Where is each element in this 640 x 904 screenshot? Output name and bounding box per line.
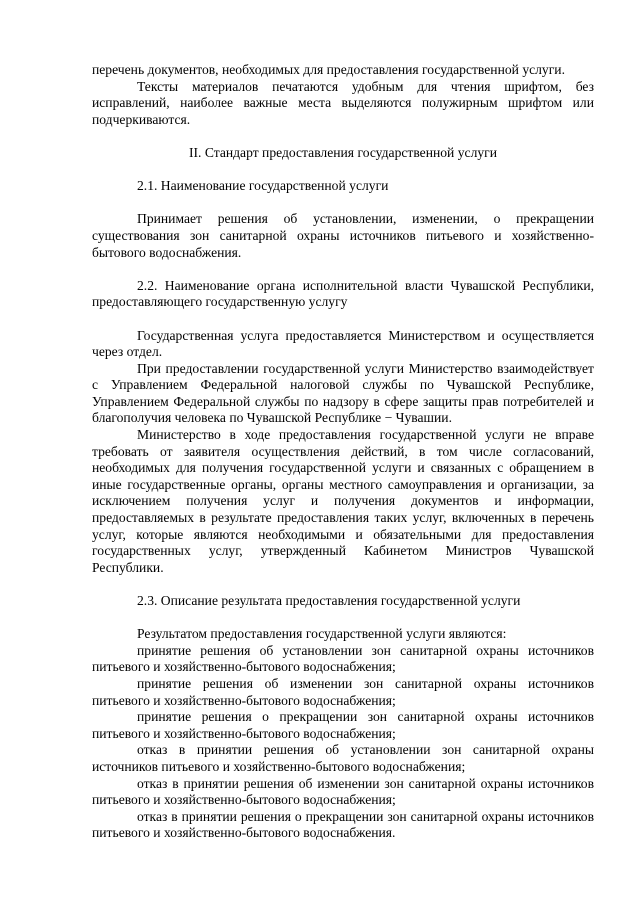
- list-item: принятие решения о прекращении зон санитарной охраны источников питьевого и хозяйственно-бытового водоснабжения;: [92, 709, 594, 741]
- list-item: отказ в принятии решения об установлении зон санитарной охраны источников питьевого и хозяйственно-бытового водоснабжения;: [92, 742, 594, 774]
- heading-2-1: 2.1. Наименование государственной услуги: [137, 178, 389, 194]
- paragraph-2-2-c: Министерство в ходе предоставления государственной услуги не вправе требовать от заявителя осуществления действий, в том числе согласований, необходимых для получения государственной услуги и связанных с обращением в иные государственные органы, органы местного самоуправления и организации, за исключением получения услуг и получения документов и информации, предоставляемых в результате предоставления таких услуг, включенных в перечень услуг, которые являются необходимыми и обязательными для предоставления государственных услуг, утвержденный Кабинетом Министров Чувашской Республики.: [92, 427, 594, 575]
- heading-2-3: 2.3. Описание результата предоставления государственной услуги: [137, 593, 521, 608]
- intro-paragraph: Тексты материалов печатаются удобным для чтения шрифтом, без исправлений, наиболее важные места выделяются полужирным шрифтом или подчеркиваются.: [92, 78, 594, 127]
- paragraph-2-2-b: При предоставлении государственной услуги Министерство взаимодействует с Управлением Федеральной налоговой службы по Чувашской Республике, Управлением Федеральной службы по надзору в сфере защиты прав потребителей и благополучия человека по Чувашской Республике − Чувашии.: [92, 360, 594, 426]
- list-item: отказ в принятии решения о прекращении зон санитарной охраны источников питьевого и хозяйственно-бытового водоснабжения.: [92, 808, 594, 841]
- paragraph-2-3-lead: Результатом предоставления государственной услуги являются:: [137, 626, 507, 642]
- heading-2-2: 2.2. Наименование органа исполнительной власти Чувашской Республики, предоставляющего государственную услугу: [92, 277, 594, 310]
- paragraph-2-2-a: Государственная услуга предоставляется Министерством и осуществляется через отдел.: [92, 327, 594, 360]
- list-item: отказ в принятии решения об изменении зон санитарной охраны источников питьевого и хозяйственно-бытового водоснабжения;: [92, 775, 594, 808]
- section-title: II. Стандарт предоставления государственной услуги: [188, 144, 497, 160]
- paragraph-2-1: Принимает решения об установлении, изменении, о прекращении существования зон санитарной охраны источников питьевого и хозяйственно-бытового водоснабжения.: [92, 211, 594, 260]
- intro-continuation: перечень документов, необходимых для предоставления государственной услуги.: [92, 62, 565, 77]
- list-item: принятие решения об установлении зон санитарной охраны источников питьевого и хозяйственно-бытового водоснабжения;: [92, 642, 594, 675]
- list-item: принятие решения об изменении зон санитарной охраны источников питьевого и хозяйственно-бытового водоснабжения;: [92, 675, 594, 708]
